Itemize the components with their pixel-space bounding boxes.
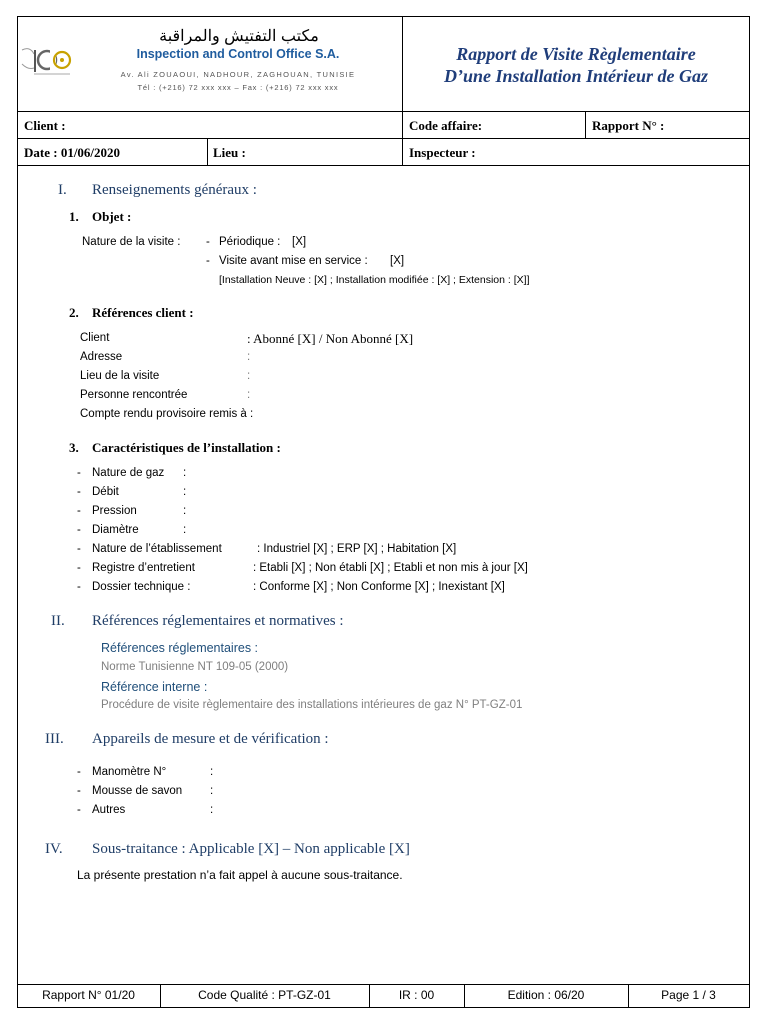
caract-label-dossier: Dossier technique : [92,581,191,593]
footer-code-qualite: Code Qualité : PT-GZ-01 [198,988,331,1002]
company-name: Inspection and Control Office S.A. [136,47,340,61]
appareil-dash: - [77,804,81,816]
caract-label-pression: Pression [92,505,137,517]
periodique-label: Périodique : [219,236,281,248]
visite-mise-service-label: Visite avant mise en service : [219,255,368,267]
section-2-title: Références réglementaires et normatives : [92,613,344,629]
lieu-field-label: Lieu : [213,145,246,160]
caract-label-diametre: Diamètre [92,524,139,536]
footer-bottom-border [17,1007,749,1008]
appareil-dash: - [77,766,81,778]
section-1-title: Renseignements généraux : [92,182,257,198]
header-left-border [17,16,18,165]
section-3-number: III. [45,731,64,747]
code-affaire-label: Code affaire: [409,118,483,133]
objet-title: Objet : [92,209,132,224]
caract-value-etablissement: : Industriel [X] ; ERP [X] ; Habitation [X] [257,543,457,555]
header-divider [402,16,403,165]
footer-top-border [17,984,749,985]
caract-dash: - [77,562,81,574]
ref-reglementaires-heading: Références réglementaires : [101,641,259,655]
report-title-line2: D’une Installation Intérieur de Gaz [443,66,709,86]
refs-client-number: 2. [69,305,79,320]
section-2-number: II. [51,613,65,629]
date-field: Date : 01/06/2020 [24,145,121,160]
section-4-number: IV. [45,841,63,857]
objet-number: 1. [69,209,79,224]
nature-dash-2: - [206,255,210,267]
info-divider-rapport [585,111,586,138]
caract-dash: - [77,505,81,517]
footer-ir: IR : 00 [398,988,435,1002]
caract-dash: - [77,486,81,498]
personne-row-value: : [247,389,251,401]
info-bottom-border [17,165,749,166]
company-arabic-name: مكتب التفتيش والمراقبة [159,28,319,45]
caract-value-dossier: : Conforme [X] ; Non Conforme [X] ; Inexistant [X] [253,581,505,593]
adresse-row-value: : [247,351,251,363]
caract-label-etablissement: Nature de l’établissement [92,543,222,555]
header-right-border [749,16,750,165]
body-right-border [749,165,750,1008]
appareil-value-manometre: : [210,766,214,778]
personne-row-label: Personne rencontrée [80,389,188,401]
caract-value-debit: : [183,486,187,498]
compte-rendu-row-label: Compte rendu provisoire remis à : [80,408,254,420]
ref-reglementaires-text: Norme Tunisienne NT 109-05 (2000) [101,661,289,673]
client-field-label: Client : [24,118,66,133]
appareil-value-mousse: : [210,785,214,797]
client-row-label: Client [80,332,110,344]
company-logo [20,44,72,78]
section-3-title: Appareils de mesure et de vérification : [92,731,329,747]
caract-label-gaz: Nature de gaz [92,467,165,479]
appareil-dash: - [77,785,81,797]
lieu-visite-row-label: Lieu de la visite [80,370,160,382]
nature-visite-label: Nature de la visite : [82,236,181,248]
footer-rapport: Rapport N° 01/20 [42,988,135,1002]
refs-client-title: Références client : [92,305,194,320]
caract-value-pression: : [183,505,187,517]
appareil-label-manometre: Manomètre N° [92,766,167,778]
ref-interne-text: Procédure de visite règlementaire des installations intérieures de gaz N° PT-GZ-01 [101,699,523,711]
appareil-label-mousse: Mousse de savon [92,785,183,797]
sous-traitance-text: La présente prestation n’a fait appel à aucune sous-traitance. [77,868,403,882]
caract-label-debit: Débit [92,486,119,498]
caract-number: 3. [69,440,79,455]
visite-detail: [Installation Neuve : [X] ; Installation modifiée : [X] ; Extension : [X]] [219,274,530,286]
caract-value-gaz: : [183,467,187,479]
info-divider-lieu [207,138,208,165]
header-top-border [17,16,749,17]
company-phone: Tél : (+216) 72 xxx xxx – Fax : (+216) 72 xxx xxx [137,83,339,92]
caract-value-registre: : Etabli [X] ; Non établi [X] ; Etabli et non mis à jour [X] [253,562,528,574]
report-title-line1: Rapport de Visite Règlementaire [456,44,696,64]
appareil-label-autres: Autres [92,804,126,816]
caract-dash: - [77,467,81,479]
adresse-row-label: Adresse [80,351,123,363]
caract-label-registre: Registre d’entretient [92,562,195,574]
rapport-number-label: Rapport N° : [592,118,665,133]
client-row-value: : Abonné [X] / Non Abonné [X] [247,331,414,346]
footer-page-number: Page 1 / 3 [661,988,716,1002]
body-left-border [17,165,18,1008]
caract-dash: - [77,543,81,555]
visite-mise-service-value: [X] [390,255,405,267]
section-1-number: I. [58,182,67,198]
caract-dash: - [77,581,81,593]
ref-interne-heading: Référence interne : [101,680,208,694]
header-bottom-border [17,111,749,112]
caract-dash: - [77,524,81,536]
company-address: Av. Ali ZOUAOUI, NADHOUR, ZAGHOUAN, TUNISIE [120,70,356,79]
caract-title: Caractéristiques de l’installation : [92,440,281,455]
footer-edition: Edition : 06/20 [507,988,585,1002]
caract-value-diametre: : [183,524,187,536]
nature-dash-1: - [206,236,210,248]
inspecteur-field-label: Inspecteur : [409,145,476,160]
periodique-value: [X] [292,236,307,248]
lieu-visite-row-value: : [247,370,251,382]
section-4-title: Sous-traitance : Applicable [X] – Non applicable [X] [92,841,410,857]
appareil-value-autres: : [210,804,214,816]
info-row-divider [17,138,749,139]
